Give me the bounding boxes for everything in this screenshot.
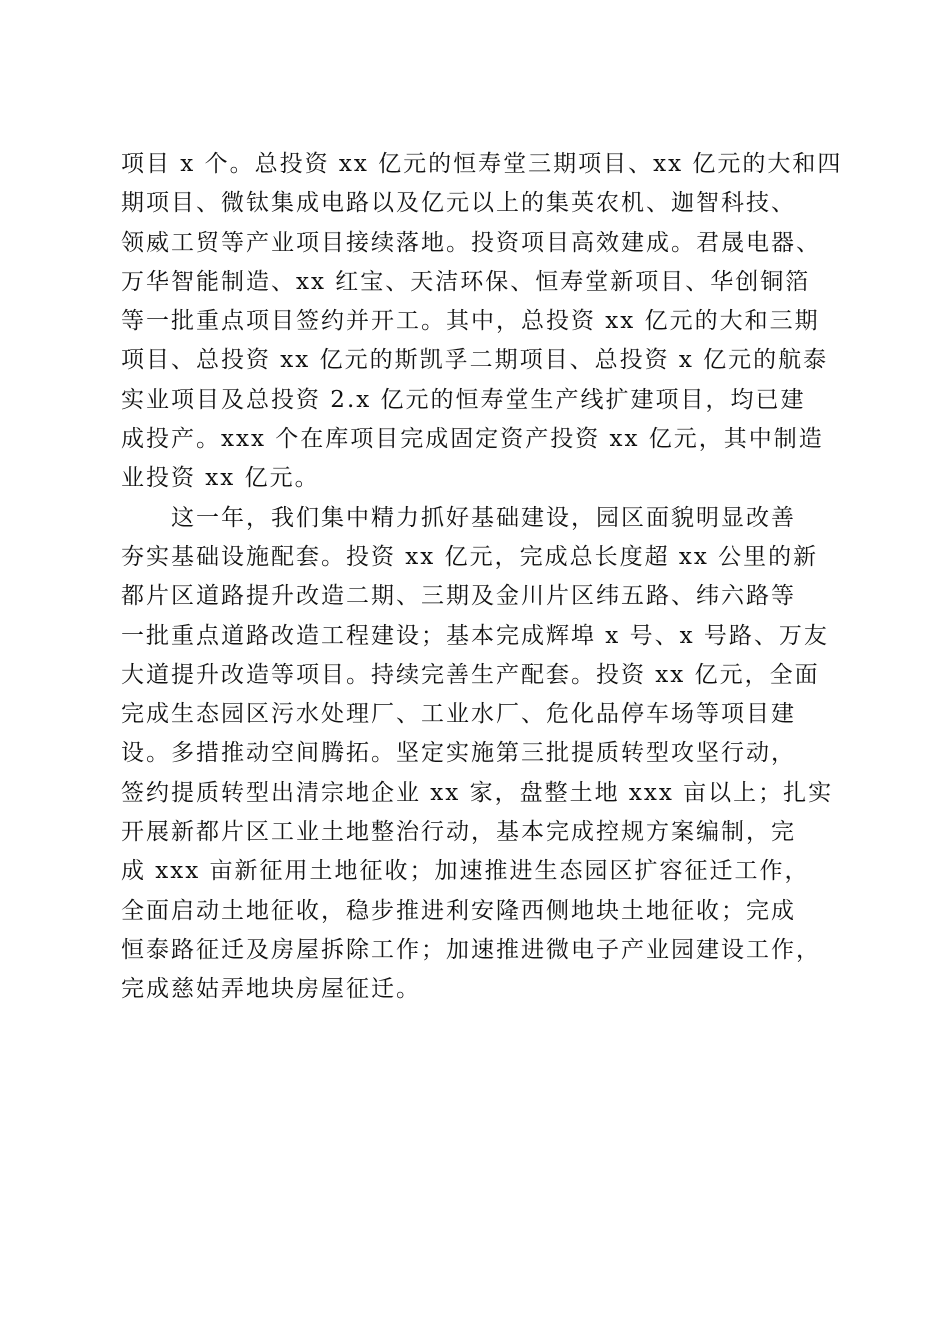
body-text — [121, 145, 841, 1010]
text-line: 成 xxx 亩新征用土地征收；加速推进生态园区扩容征迁工作， — [121, 858, 810, 885]
text-line: 签约提质转型出清宗地企业 xx 家，盘整土地 xxx 亩以上；扎实 — [121, 779, 834, 806]
text-line: 大道提升改造等项目。持续完善生产配套。投资 xx 亿元，全面 — [121, 661, 820, 688]
text-line: 项目 x 个。总投资 xx 亿元的恒寿堂三期项目、xx 亿元的大和四 — [121, 151, 843, 177]
text-line: 项目、总投资 xx 亿元的斯凯孚二期项目、总投资 x 亿元的航泰 — [121, 347, 829, 374]
text-line: 都片区道路提升改造二期、三期及金川片区纬五路、纬六路等 — [121, 583, 796, 610]
text-line: 实业项目及总投资 2.x 亿元的恒寿堂生产线扩建项目，均已建 — [121, 386, 806, 413]
text-line: 全面启动土地征收，稳步推进利安隆西侧地块土地征收；完成 — [121, 897, 796, 924]
text-line: 开展新都片区工业土地整治行动，基本完成控规方案编制，完 — [121, 819, 796, 846]
text-line: 设。多措推动空间腾拓。坚定实施第三批提质转型攻坚行动， — [121, 740, 796, 767]
text-line: 夯实基础设施配套。投资 xx 亿元，完成总长度超 xx 公里的新 — [121, 543, 819, 570]
text-line: 业投资 xx 亿元。 — [121, 465, 320, 492]
text-line: 恒泰路征迁及房屋拆除工作；加速推进微电子产业园建设工作， — [121, 936, 821, 963]
text-line: 完成生态园区污水处理厂、工业水厂、危化品停车场等项目建 — [121, 701, 796, 728]
text-line: 一批重点道路改造工程建设；基本完成辉埠 x 号、x 号路、万友 — [121, 622, 829, 649]
text-line: 领威工贸等产业项目接续落地。投资项目高效建成。君晟电器、 — [121, 229, 821, 256]
text-line: 等一批重点项目签约并开工。其中，总投资 xx 亿元的大和三期 — [121, 308, 820, 335]
text-line: 期项目、微钛集成电路以及亿元以上的集英农机、迦智科技、 — [121, 190, 796, 217]
text-line: 万华智能制造、xx 红宝、天洁环保、恒寿堂新项目、华创铜箔 — [121, 268, 811, 295]
text-line: 这一年，我们集中精力抓好基础建设，园区面貌明显改善 — [121, 504, 796, 531]
text-line: 完成慈姑弄地块房屋征迁。 — [121, 976, 421, 1003]
text-line: 成投产。xxx 个在库项目完成固定资产投资 xx 亿元，其中制造 — [121, 426, 824, 453]
